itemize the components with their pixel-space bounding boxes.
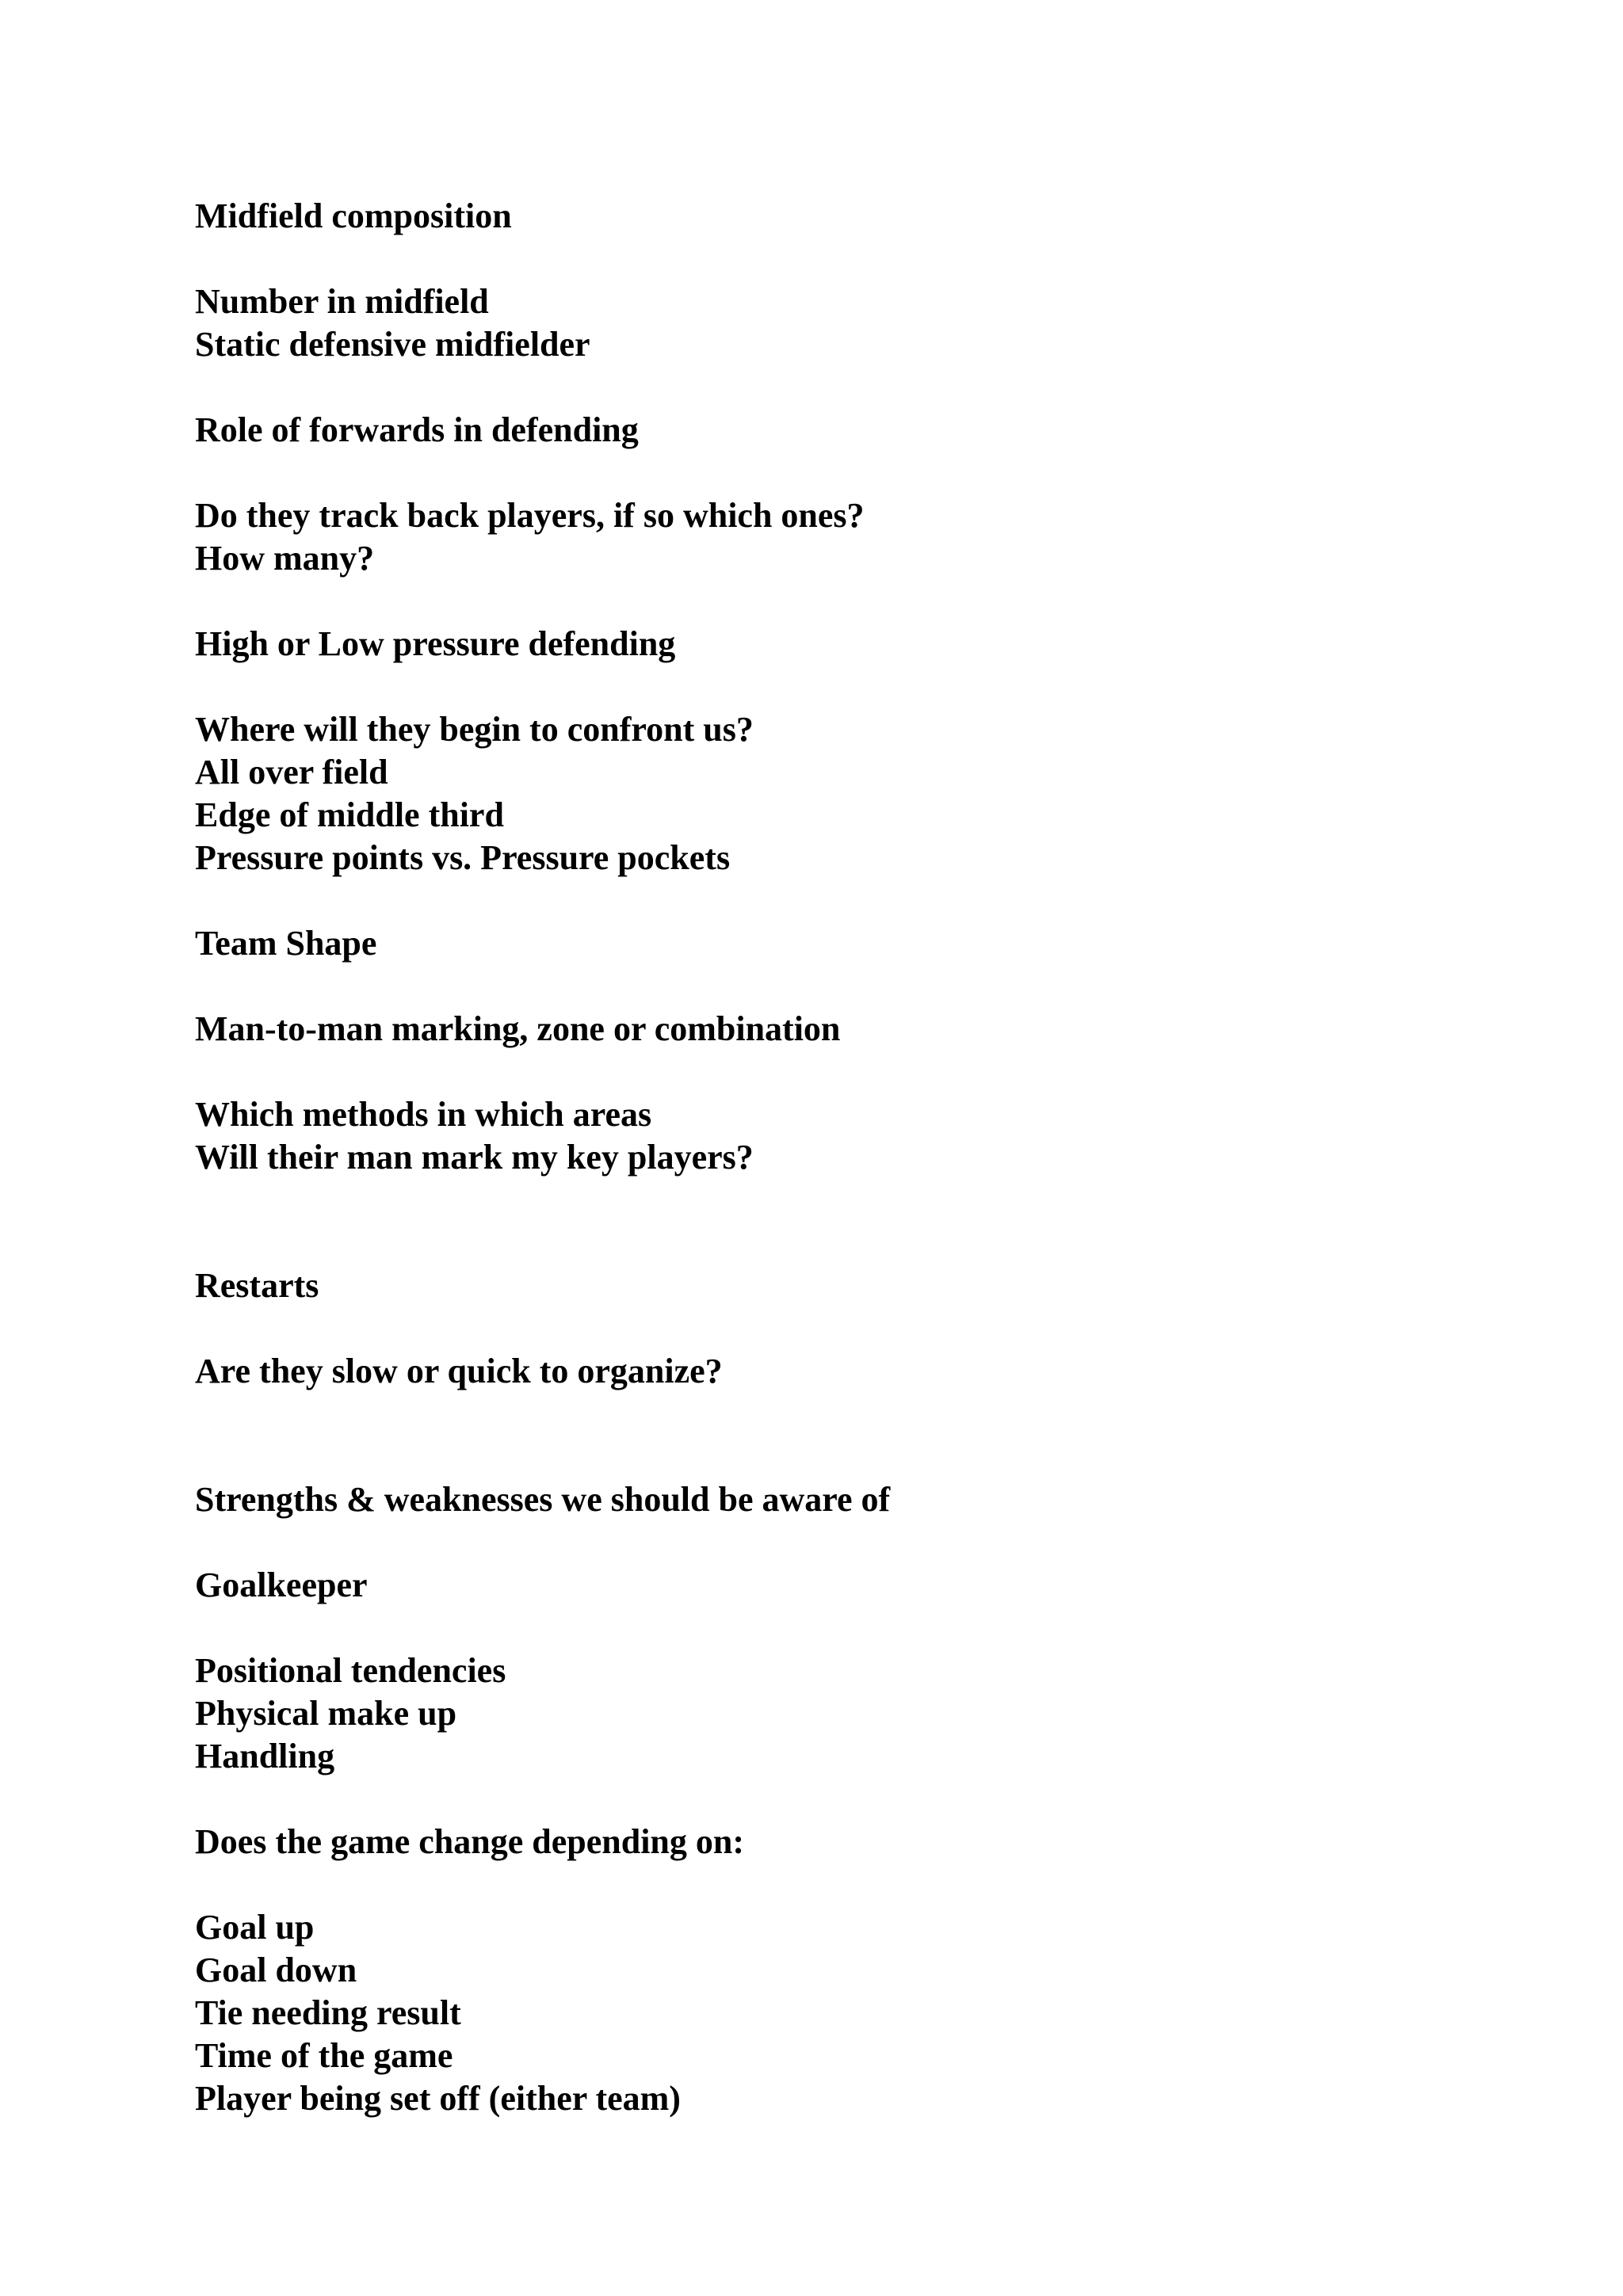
blank-line bbox=[195, 366, 1463, 409]
blank-line bbox=[195, 666, 1463, 708]
blank-line bbox=[195, 1307, 1463, 1350]
blank-line bbox=[195, 1179, 1463, 1222]
text-line: All over field bbox=[195, 753, 388, 791]
text-line: Pressure points vs. Pressure pockets bbox=[195, 838, 731, 877]
text-line: Where will they begin to confront us? bbox=[195, 710, 754, 749]
blank-line bbox=[195, 452, 1463, 494]
blank-line bbox=[195, 1051, 1463, 1093]
blank-line bbox=[195, 1393, 1463, 1436]
text-line: Physical make up bbox=[195, 1694, 457, 1733]
text-line: Number in midfield bbox=[195, 282, 489, 321]
text-line: How many? bbox=[195, 539, 375, 578]
text-line: Team Shape bbox=[195, 924, 377, 963]
text-line: Man-to-man marking, zone or combination bbox=[195, 1009, 841, 1048]
text-line: Time of the game bbox=[195, 2036, 453, 2075]
text-line: Are they slow or quick to organize? bbox=[195, 1352, 723, 1390]
text-line: Positional tendencies bbox=[195, 1651, 506, 1690]
blank-line bbox=[195, 965, 1463, 1008]
blank-line bbox=[195, 1521, 1463, 1564]
text-line: Does the game change depending on: bbox=[195, 1822, 745, 1861]
text-line: Role of forwards in defending bbox=[195, 410, 639, 449]
text-line: Will their man mark my key players? bbox=[195, 1138, 754, 1177]
text-line: Player being set off (either team) bbox=[195, 2079, 681, 2118]
text-line: Which methods in which areas bbox=[195, 1095, 652, 1134]
text-line: Strengths & weaknesses we should be aware of bbox=[195, 1480, 891, 1519]
text-line: High or Low pressure defending bbox=[195, 624, 676, 663]
blank-line bbox=[195, 238, 1463, 280]
text-line: Restarts bbox=[195, 1266, 319, 1305]
blank-line bbox=[195, 1607, 1463, 1650]
text-line: Goal down bbox=[195, 1951, 357, 1989]
text-line: Goal up bbox=[195, 1908, 315, 1947]
text-line: Edge of middle third bbox=[195, 795, 504, 834]
blank-line bbox=[195, 879, 1463, 922]
text-line: Do they track back players, if so which ones? bbox=[195, 496, 865, 535]
text-line: Goalkeeper bbox=[195, 1566, 368, 1604]
blank-line bbox=[195, 580, 1463, 623]
blank-line bbox=[195, 1863, 1463, 1906]
blank-line bbox=[195, 1222, 1463, 1264]
text-line: Tie needing result bbox=[195, 1993, 461, 2032]
blank-line bbox=[195, 1778, 1463, 1821]
text-line: Midfield composition bbox=[195, 196, 512, 235]
blank-line bbox=[195, 1436, 1463, 1478]
text-line: Handling bbox=[195, 1737, 335, 1775]
document-body bbox=[195, 195, 1463, 2120]
text-line: Static defensive midfielder bbox=[195, 325, 590, 364]
